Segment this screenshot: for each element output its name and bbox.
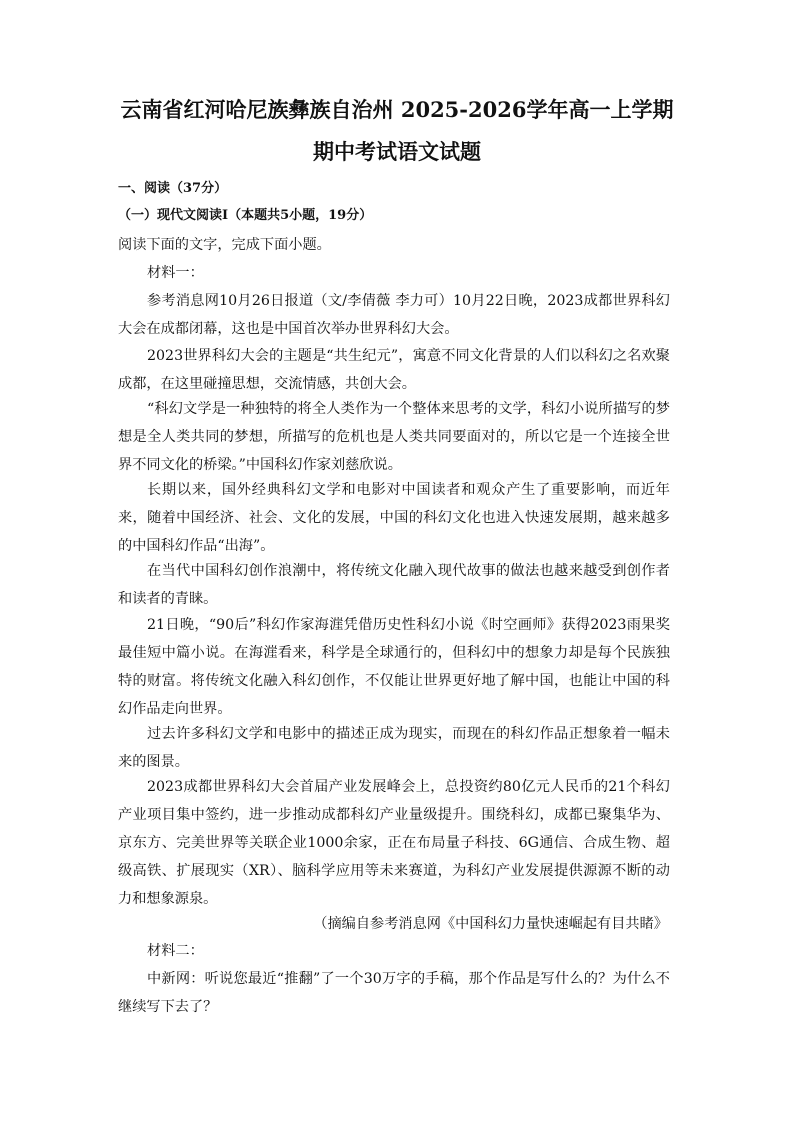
material1-paragraph: 过去许多科幻文学和电影中的描述正成为现实，而现在的科幻作品正想象着一幅未来的图景。 — [118, 726, 670, 770]
section-heading-reading: 一、阅读（37分） — [118, 181, 228, 196]
material1-paragraph: 长期以来，国外经典科幻文学和电影对中国读者和观众产生了重要影响，而近年来，随着中国经济、社会、文化的发展，中国的科幻文化也进入快速发展期，越来越多的中国科幻作品“出海”。 — [118, 482, 670, 554]
instruction-text: 阅读下面的文字，完成下面小题。 — [118, 237, 331, 253]
material1-paragraph: 2023世界科幻大会的主题是“共生纪元”，寓意不同文化背景的人们以科幻之名欢聚成都，在这里碰撞思想，交流情感，共创大会。 — [118, 348, 670, 392]
material1-paragraph: 2023成都世界科幻大会首届产业发展峰会上，总投资约80亿元人民币的21个科幻产业项目集中签约，进一步推动成都科幻产业量级提升。围绕科幻，成都已聚集华为、京东方、完美世界等关联企业1000余家，正在布局量子科技、6G通信、合成生物、超级高铁、扩展现实（XR）、脑科学应用等未来赛道，为科幻产业发展提供源源不断的动力和想象源泉。 — [118, 779, 670, 907]
material1-paragraph: 21日晚，“90后”科幻作家海漄凭借历史性科幻小说《时空画师》获得2023雨果奖最佳短中篇小说。在海漄看来，科学是全球通行的，但科幻中的想象力却是每个民族独特的财富。将传统文化融入科幻创作，不仅能让世界更好地了解中国，也能让中国的科幻作品走向世界。 — [118, 617, 670, 717]
exam-title-line1: 云南省红河哈尼族彝族自治州 2025-2026学年高一上学期 — [120, 97, 674, 122]
material2-label: 材料二： — [147, 943, 204, 959]
section-heading-modern-reading-1: （一）现代文阅读Ⅰ（本题共5小题，19分） — [118, 208, 373, 223]
material1-paragraph: 参考消息网10月26日报道（文/李倩薇 李力可）10月22日晚，2023成都世界科幻大会在成都闭幕，这也是中国首次举办世界科幻大会。 — [118, 293, 670, 337]
exam-title-line2: 期中考试语文试题 — [313, 139, 481, 164]
material1-paragraph: “科幻文学是一种独特的将全人类作为一个整体来思考的文学，科幻小说所描写的梦想是全人类共同的梦想，所描写的危机也是人类共同要面对的，所以它是一个连接全世界不同文化的桥梁。”中国科幻作家刘慈欣说。 — [118, 401, 670, 473]
material2-paragraph: 中新网：听说您最近“推翻”了一个30万字的手稿，那个作品是写什么的？为什么不继续写下去了？ — [118, 971, 670, 1015]
material1-label: 材料一： — [147, 265, 204, 281]
material1-source: （摘编自参考消息网《中国科幻力量快速崛起有目共睹》 — [313, 916, 668, 932]
material1-paragraph: 在当代中国科幻创作浪潮中，将传统文化融入现代故事的做法也越来越受到创作者和读者的青睐。 — [118, 563, 670, 607]
